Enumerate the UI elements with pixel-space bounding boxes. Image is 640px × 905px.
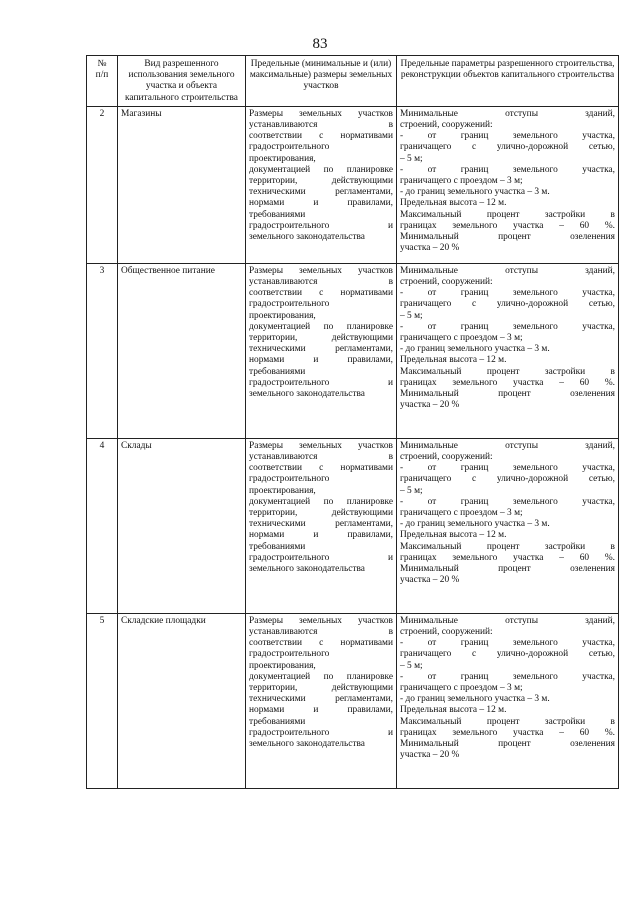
- size-text-line: земельного законодательства: [249, 232, 365, 243]
- header-size: Предельные (минимальные и (или) максимальные) размеры земельных участков: [246, 56, 397, 107]
- parameter-text-line: Предельная высота – 12 м.: [400, 705, 507, 716]
- parameter-text-line: Минимальные отступы зданий,: [400, 615, 615, 626]
- parameter-text-line: границах земельного участка – 60 %.: [400, 377, 615, 388]
- size-text-line: земельного законодательства: [249, 739, 365, 750]
- size-text-line: территории, действующими: [249, 508, 393, 519]
- size-text-line: документацией по планировке: [249, 321, 393, 332]
- size-text-line: требованиями: [249, 716, 306, 727]
- size-text-line: территории, действующими: [249, 176, 393, 187]
- parameter-text-line: участка – 20 %: [400, 243, 460, 254]
- size-text-line: градостроительного и: [249, 220, 393, 231]
- parameter-text-line: – 5 м;: [400, 660, 423, 671]
- size-text-line: градостроительного и: [249, 552, 393, 563]
- size-text-line: градостроительного: [249, 142, 330, 153]
- table-row: [87, 263, 619, 438]
- size-text-line: документацией по планировке: [249, 164, 393, 175]
- parameter-text-line: Минимальный процент озеленения: [400, 389, 615, 400]
- size-text-line: градостроительного и: [249, 727, 393, 738]
- parameter-text-line: - до границ земельного участка – 3 м.: [400, 694, 550, 705]
- table-header-row: [87, 56, 619, 107]
- parameter-text-line: Минимальные отступы зданий,: [400, 108, 615, 119]
- size-text-line: устанавливаются в: [249, 452, 393, 463]
- parameter-text-line: Максимальный процент застройки в: [400, 541, 615, 552]
- parameter-text-line: - от границ земельного участка,: [400, 321, 615, 332]
- size-text-line: соответствии с нормативами: [249, 463, 393, 474]
- size-text-line: соответствии с нормативами: [249, 638, 393, 649]
- size-text-line: Размеры земельных участков: [249, 265, 393, 276]
- size-text-line: градостроительного: [249, 299, 330, 310]
- header-num-symbol: №: [97, 59, 107, 69]
- size-text-line: градостроительного и: [249, 377, 393, 388]
- parameter-text-line: граничащего с проездом – 3 м;: [400, 333, 523, 344]
- parameter-text-line: - от границ земельного участка,: [400, 164, 615, 175]
- size-text-line: требованиями: [249, 366, 306, 377]
- parameter-text-line: границах земельного участка – 60 %.: [400, 552, 615, 563]
- permitted-use: Общественное питание: [118, 263, 246, 438]
- size-text-line: соответствии с нормативами: [249, 288, 393, 299]
- size-text-line: территории, действующими: [249, 683, 393, 694]
- header-num: [87, 56, 118, 107]
- parameter-text-line: - до границ земельного участка – 3 м.: [400, 519, 550, 530]
- parameter-text-line: Минимальные отступы зданий,: [400, 440, 615, 451]
- parameter-text-line: граничащего с улично-дорожной сетью,: [400, 649, 615, 660]
- table-row: [87, 106, 619, 263]
- size-text-line: нормами и правилами,: [249, 198, 393, 209]
- size-text-line: соответствии с нормативами: [249, 131, 393, 142]
- size-text-line: устанавливаются в: [249, 277, 393, 288]
- header-num-abbr: п/п: [95, 70, 109, 81]
- construction-parameters: [397, 438, 619, 613]
- construction-parameters: [397, 106, 619, 263]
- page-number: 83: [312, 36, 328, 52]
- table-row: [87, 438, 619, 613]
- plot-size-limits: [246, 438, 397, 613]
- plot-size-limits: [246, 263, 397, 438]
- parameter-text-line: - от границ земельного участка,: [400, 671, 615, 682]
- size-text-line: документацией по планировке: [249, 671, 393, 682]
- parameter-text-line: граничащего с проездом – 3 м;: [400, 508, 523, 519]
- size-text-line: градостроительного: [249, 649, 330, 660]
- parameter-text-line: граничащего с улично-дорожной сетью,: [400, 299, 615, 310]
- header-use: Вид разрешенного использования земельного участка и объекта капитального строительства: [118, 56, 246, 107]
- parameter-text-line: - от границ земельного участка,: [400, 131, 615, 142]
- parameter-text-line: строений, сооружений:: [400, 627, 493, 638]
- parameter-text-line: Минимальный процент озеленения: [400, 739, 615, 750]
- header-params: Предельные параметры разрешенного строительства, реконструкции объектов капитального строительства: [397, 56, 619, 107]
- parameter-text-line: - до границ земельного участка – 3 м.: [400, 187, 550, 198]
- parameter-text-line: - от границ земельного участка,: [400, 288, 615, 299]
- parameter-text-line: Минимальные отступы зданий,: [400, 265, 615, 276]
- row-number: 2: [87, 106, 118, 263]
- size-text-line: требованиями: [249, 541, 306, 552]
- parameter-text-line: участка – 20 %: [400, 750, 460, 761]
- size-text-line: проектирования,: [249, 310, 316, 321]
- parameter-text-line: Предельная высота – 12 м.: [400, 530, 507, 541]
- size-text-line: Размеры земельных участков: [249, 440, 393, 451]
- parameter-text-line: участка – 20 %: [400, 400, 460, 411]
- permitted-use: Склады: [118, 438, 246, 613]
- size-text-line: документацией по планировке: [249, 496, 393, 507]
- size-text-line: техническими регламентами,: [249, 519, 393, 530]
- permitted-use: Магазины: [118, 106, 246, 263]
- parameter-text-line: Предельная высота – 12 м.: [400, 198, 507, 209]
- parameter-text-line: участка – 20 %: [400, 575, 460, 586]
- parameter-text-line: – 5 м;: [400, 485, 423, 496]
- parameter-text-line: строений, сооружений:: [400, 120, 493, 131]
- size-text-line: территории, действующими: [249, 333, 393, 344]
- row-number: 3: [87, 263, 118, 438]
- parameter-text-line: Предельная высота – 12 м.: [400, 355, 507, 366]
- parameter-text-line: Максимальный процент застройки в: [400, 366, 615, 377]
- parameter-text-line: - от границ земельного участка,: [400, 463, 615, 474]
- parameter-text-line: – 5 м;: [400, 310, 423, 321]
- size-text-line: земельного законодательства: [249, 564, 365, 575]
- parameter-text-line: Минимальный процент озеленения: [400, 564, 615, 575]
- parameter-text-line: границах земельного участка – 60 %.: [400, 727, 615, 738]
- parameter-text-line: граничащего с улично-дорожной сетью,: [400, 142, 615, 153]
- row-number: 4: [87, 438, 118, 613]
- size-text-line: устанавливаются в: [249, 627, 393, 638]
- parameter-text-line: Минимальный процент озеленения: [400, 232, 615, 243]
- parameter-text-line: - от границ земельного участка,: [400, 496, 615, 507]
- parameter-text-line: Максимальный процент застройки в: [400, 716, 615, 727]
- size-text-line: техническими регламентами,: [249, 344, 393, 355]
- size-text-line: нормами и правилами,: [249, 705, 393, 716]
- size-text-line: нормами и правилами,: [249, 530, 393, 541]
- construction-parameters: [397, 613, 619, 788]
- zoning-parameters-table: [86, 55, 619, 789]
- table-row: [87, 613, 619, 788]
- parameter-text-line: граничащего с улично-дорожной сетью,: [400, 474, 615, 485]
- size-text-line: проектирования,: [249, 153, 316, 164]
- plot-size-limits: [246, 613, 397, 788]
- parameter-text-line: – 5 м;: [400, 153, 423, 164]
- size-text-line: Размеры земельных участков: [249, 108, 393, 119]
- size-text-line: требованиями: [249, 209, 306, 220]
- size-text-line: техническими регламентами,: [249, 187, 393, 198]
- size-text-line: устанавливаются в: [249, 120, 393, 131]
- size-text-line: техническими регламентами,: [249, 694, 393, 705]
- size-text-line: земельного законодательства: [249, 389, 365, 400]
- size-text-line: Размеры земельных участков: [249, 615, 393, 626]
- parameter-text-line: граничащего с проездом – 3 м;: [400, 176, 523, 187]
- row-number: 5: [87, 613, 118, 788]
- construction-parameters: [397, 263, 619, 438]
- parameter-text-line: граничащего с проездом – 3 м;: [400, 683, 523, 694]
- parameter-text-line: - от границ земельного участка,: [400, 638, 615, 649]
- permitted-use: Складские площадки: [118, 613, 246, 788]
- size-text-line: проектирования,: [249, 485, 316, 496]
- parameter-text-line: строений, сооружений:: [400, 452, 493, 463]
- plot-size-limits: [246, 106, 397, 263]
- size-text-line: градостроительного: [249, 474, 330, 485]
- parameter-text-line: границах земельного участка – 60 %.: [400, 220, 615, 231]
- parameter-text-line: Максимальный процент застройки в: [400, 209, 615, 220]
- size-text-line: нормами и правилами,: [249, 355, 393, 366]
- parameter-text-line: строений, сооружений:: [400, 277, 493, 288]
- size-text-line: проектирования,: [249, 660, 316, 671]
- parameter-text-line: - до границ земельного участка – 3 м.: [400, 344, 550, 355]
